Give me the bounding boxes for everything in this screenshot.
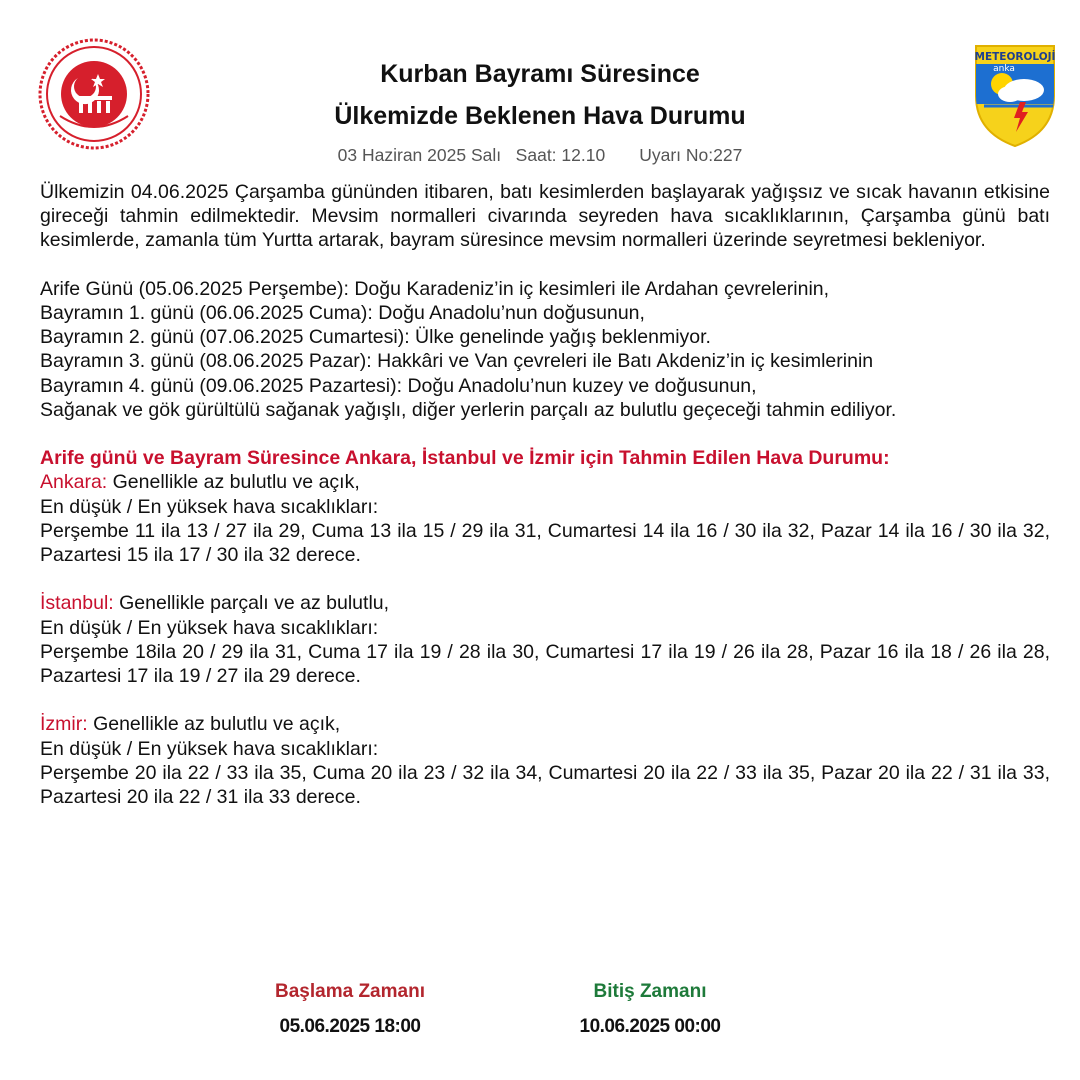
end-time-block xyxy=(500,978,800,1038)
city-summary-line xyxy=(40,591,1050,615)
day-forecast-line: Bayramın 2. günü (07.06.2025 Cumartesi): Ülke genelinde yağış beklenmiyor. xyxy=(40,326,711,349)
city-name: İzmir: xyxy=(40,713,88,736)
city-block-istanbul xyxy=(40,591,1050,688)
end-time-label: Bitiş Zamanı xyxy=(593,981,707,1002)
start-time-value: 05.06.2025 18:00 xyxy=(279,1016,421,1037)
bulletin-meta: 03 Haziran 2025 Salı Saat: 12.10 Uyarı No:227 xyxy=(337,145,743,165)
ministry-seal-logo xyxy=(38,38,150,150)
meteorology-logo-text: METEOROLOJİ xyxy=(974,51,1056,63)
spacer xyxy=(40,253,1050,277)
start-time-block xyxy=(200,978,500,1038)
spacer xyxy=(40,567,1050,591)
day-forecast-line: Bayramın 4. günü (09.06.2025 Pazartesi): Doğu Anadolu’nun kuzey ve doğusunun, xyxy=(40,374,757,397)
city-summary: Genellikle az bulutlu ve açık, xyxy=(87,713,341,736)
intro-paragraph: Ülkemizin 04.06.2025 Çarşamba gününden itibaren, batı kesimlerden başlayarak yağışsız ve sıcak havanın etkisine gireceği tahmin edilmektedir. Mevsim normalleri civarında seyreden hava sıcaklıklarının, Çarşamba günü batı kesimlerde, zamanla tüm Yurtta artarak, bayram süresince mevsim normalleri üzerinde seyretmesi bekleniyor. xyxy=(40,181,1050,252)
temps-values: Perşembe 18ila 20 / 29 ila 31, Cuma 17 ila 19 / 28 ila 30, Cumartesi 17 ila 19 / 26 ila 28, Pazar 16 ila 18 / 26 ila 28, Pazartesi 17 ila 19 / 27 ila 29 derece. xyxy=(40,640,1050,688)
page-title-line-1: Kurban Bayramı Süresince xyxy=(380,60,700,88)
temps-values: Perşembe 20 ila 22 / 33 ila 35, Cuma 20 ila 23 / 32 ila 34, Cumartesi 20 ila 22 / 33 ila 35, Pazar 20 ila 22 / 31 ila 33, Pazartesi 20 ila 22 / 31 ila 33 derece. xyxy=(40,761,1050,809)
day-forecast-line: Bayramın 3. günü (08.06.2025 Pazar): Hakkâri ve Van çevreleri ile Batı Akdeniz’in iç kesimlerinin xyxy=(40,350,874,373)
city-name: İstanbul: xyxy=(40,592,114,615)
city-block-izmir xyxy=(40,712,1050,809)
city-summary: Genellikle parçalı ve az bulutlu, xyxy=(113,592,390,615)
city-name: Ankara: xyxy=(40,471,108,494)
page-title-line-2: Ülkemizde Beklenen Hava Durumu xyxy=(334,102,746,130)
meteorology-shield-logo xyxy=(974,44,1056,148)
day-forecast-line: Sağanak ve gök gürültülü sağanak yağışlı, diğer yerlerin parçalı az bulutlu geçeceği tahmin ediliyor. xyxy=(40,398,897,421)
day-forecast-line: Arife Günü (05.06.2025 Perşembe): Doğu Karadeniz’in iç kesimleri ile Ardahan çevrelerinin, xyxy=(40,277,830,300)
end-time-value: 10.06.2025 00:00 xyxy=(579,1016,721,1037)
meteorology-logo-subtext: anka xyxy=(993,64,1015,74)
spacer xyxy=(40,422,1050,446)
city-summary-line xyxy=(40,470,1050,494)
day-forecast-line: Bayramın 1. günü (06.06.2025 Cuma): Doğu Anadolu’nun doğusunun, xyxy=(40,302,645,324)
city-summary: Genellikle az bulutlu ve açık, xyxy=(107,471,360,494)
temps-label: En düşük / En yüksek hava sıcaklıkları: xyxy=(40,495,379,518)
temps-values: Perşembe 11 ila 13 / 27 ila 29, Cuma 13 ila 15 / 29 ila 31, Cumartesi 14 ila 16 / 30 ila 32, Pazar 14 ila 16 / 30 ila 32, Pazartesi 15 ila 17 / 30 ila 32 derece. xyxy=(40,519,1050,567)
temps-label: En düşük / En yüksek hava sıcaklıkları: xyxy=(40,737,379,760)
start-time-label: Başlama Zamanı xyxy=(275,981,425,1002)
temps-label: En düşük / En yüksek hava sıcaklıkları: xyxy=(40,616,379,639)
bulletin-body xyxy=(40,180,1050,809)
city-block-ankara xyxy=(40,470,1050,567)
spacer xyxy=(40,688,1050,712)
city-summary-line xyxy=(40,712,1050,736)
cities-heading: Arife günü ve Bayram Süresince Ankara, İstanbul ve İzmir için Tahmin Edilen Hava Durumu: xyxy=(40,447,890,470)
